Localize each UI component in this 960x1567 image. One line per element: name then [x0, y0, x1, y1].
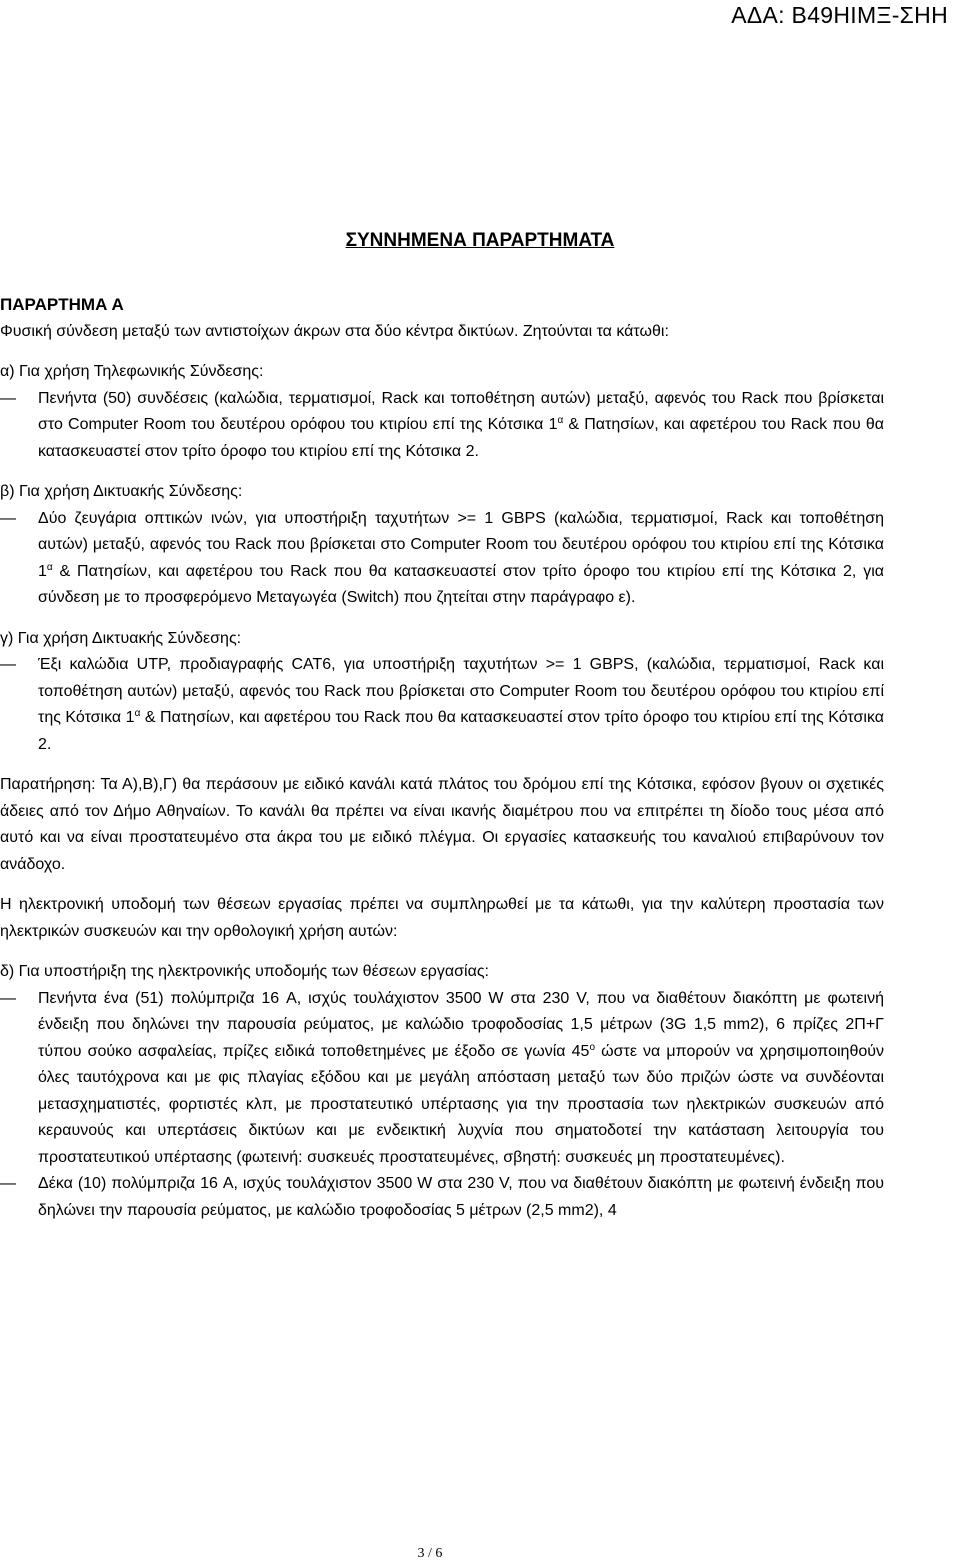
section-b-item-text-2: & Πατησίων, και αφετέρου του Rack που θα κατασκευαστεί στον τρίτο όροφο του κτιρίου επί της Κότσικα 2, για σύνδεση με το προσφερόμενο Μεταγωγέα (Switch) που ζητείται στην παράγραφο ε). — [38, 562, 884, 606]
superscript: ο — [589, 1041, 596, 1053]
page-title: ΣΥΝΝΗΜΕΝΑ ΠΑΡΑΡΤΗΜΑΤΑ — [345, 230, 615, 251]
section-d-title: δ) Για υποστήριξη της ηλεκτρονικής υποδομής των θέσεων εργασίας: — [0, 963, 489, 980]
section-a-item-text-2: & Πατησίων, και αφετέρου του Rack που θα κατασκευαστεί στον τρίτο όροφο του κτιρίου επί της Κότσικα 2. — [38, 416, 884, 460]
appendix-heading: ΠΑΡΑΡΤΗΜΑ Α — [0, 295, 124, 314]
section-d-item-1-text-2: ώστε να μπορούν να χρησιμοποιηθούν όλες ταυτόχρονα και με φις πλαγίας εξόδου και με μεγάλη απόσταση μεταξύ των δύο πριζών ώστε να συνδέονται μετασχηματιστές, φορτιστές κλπ, με προστατευτικό υπέρτασης για την προστασία των ηλεκτρικών συσκευών από κεραυνούς και υπερτάσεις δικτύων και με ενδεικτική λυχνία που σηματοδοτεί την κατάσταση λειτουργία του προστατευτικού υπέρτασης (φωτεινή: συσκευές προστατευμένες, σβηστή: συσκευές μη προστατευμένες). — [38, 1042, 885, 1166]
section-b-item — [0, 506, 884, 612]
dash-icon: — — [0, 389, 16, 407]
section-d-item-1 — [0, 986, 884, 1172]
section-c-title: γ) Για χρήση Δικτυακής Σύνδεσης: — [0, 629, 242, 647]
page-number: 3 / 6 — [417, 1546, 443, 1561]
note-paragraph: Παρατήρηση: Τα Α),Β),Γ) θα περάσουν με ειδικό κανάλι κατά πλάτος του δρόμου επί της Κότσικα, εφόσον βγουν οι σχετικές άδειες από τον Δήμο Αθηναίων. Το κανάλι θα πρέπει να είναι ικανής διαμέτρου που να επιτρέπει τη δίοδο τους μέσα από αυτό και να είναι προστατευμένο στα άκρα του με ειδικό πλέγμα. Οι εργασίες κατασκευής του καναλιού επιβαρύνουν τον ανάδοχο. — [0, 776, 884, 873]
dash-icon: — — [0, 509, 16, 527]
section-d-item-2 — [0, 1171, 884, 1224]
section-b-item-text-1: Δύο ζευγάρια οπτικών ινών, για υποστήριξη ταχυτήτων >= 1 GBPS (καλώδια, τερματισμοί, Rack και τοποθέτηση αυτών) μεταξύ, αφενός του Rack που βρίσκεται στο Computer Room του δευτέρου ορόφου του κτιρίου επί της Κότσικα 1 — [38, 509, 884, 580]
infrastructure-intro: Η ηλεκτρονική υποδομή των θέσεων εργασίας πρέπει να συμπληρωθεί με τα κάτωθι, για την καλύτερη προστασία των ηλεκτρικών συσκευών και την ορθολογική χρήση αυτών: — [0, 896, 884, 940]
section-d-item-2-text: Δέκα (10) πολύμπριζα 16 A, ισχύς τουλάχιστον 3500 W στα 230 V, που να διαθέτουν διακόπτη με φωτεινή ένδειξη που δηλώνει την παρουσία ρεύματος, με καλώδιο τροφοδοσίας 5 μέτρων (2,5 mm2), 4 — [38, 1175, 884, 1219]
section-b-title: β) Για χρήση Δικτυακής Σύνδεσης: — [0, 483, 243, 500]
section-a-item — [0, 386, 884, 466]
section-c-item-text-2: & Πατησίων, και αφετέρου του Rack που θα κατασκευαστεί στον τρίτο όροφο του κτιρίου επί της Κότσικα 2. — [38, 709, 885, 753]
section-a-title: α) Για χρήση Τηλεφωνικής Σύνδεσης: — [0, 363, 264, 380]
dash-icon: — — [0, 656, 16, 673]
section-d-item-1-text-1: Πενήντα ένα (51) πολύμπριζα 16 A, ισχύς τουλάχιστον 3500 W στα 230 V, που να διαθέτουν διακόπτη με φωτεινή ένδειξη που δηλώνει την παρουσία ρεύματος, με καλώδιο τροφοδοσίας 1,5 μέτρων (3G 1,5 mm2), 6 πρίζες 2Π+Γ τύπου σούκο ασφαλείας, πρίζες ειδικά τοποθετημένες με έξοδο σε γωνία 45 — [38, 989, 884, 1060]
dash-icon: — — [0, 989, 16, 1007]
section-a-item-text-1: Πενήντα (50) συνδέσεις (καλώδια, τερματισμοί, Rack και τοποθέτηση αυτών) μεταξύ, αφενός του Rack που βρίσκεται στο Computer Room του δευτέρου ορόφου του κτιρίου επί της Κότσικα 1 — [38, 389, 884, 433]
section-c-item-text-1: Έξι καλώδια UTP, προδιαγραφής CAT6, για υποστήριξη ταχυτήτων >= 1 GBPS, (καλώδια, τερματισμοί, Rack και τοποθέτηση αυτών) μεταξύ, αφενός του Rack που βρίσκεται στο Computer Room του δευτέρου ορόφου του κτιρίου επί της Κότσικα 1 — [38, 656, 884, 726]
superscript: α — [134, 708, 141, 719]
dash-icon: — — [0, 1175, 16, 1192]
superscript: α — [46, 561, 53, 573]
appendix-intro: Φυσική σύνδεση μεταξύ των αντιστοίχων άκρων στα δύο κέντρα δικτύων. Ζητούνται τα κάτωθι: — [0, 322, 669, 340]
section-c-item — [0, 652, 884, 758]
superscript: α — [557, 415, 564, 426]
ada-code: ΑΔΑ: Β49ΗΙΜΞ-ΣΗΗ — [731, 2, 948, 28]
document-body — [0, 292, 884, 1224]
